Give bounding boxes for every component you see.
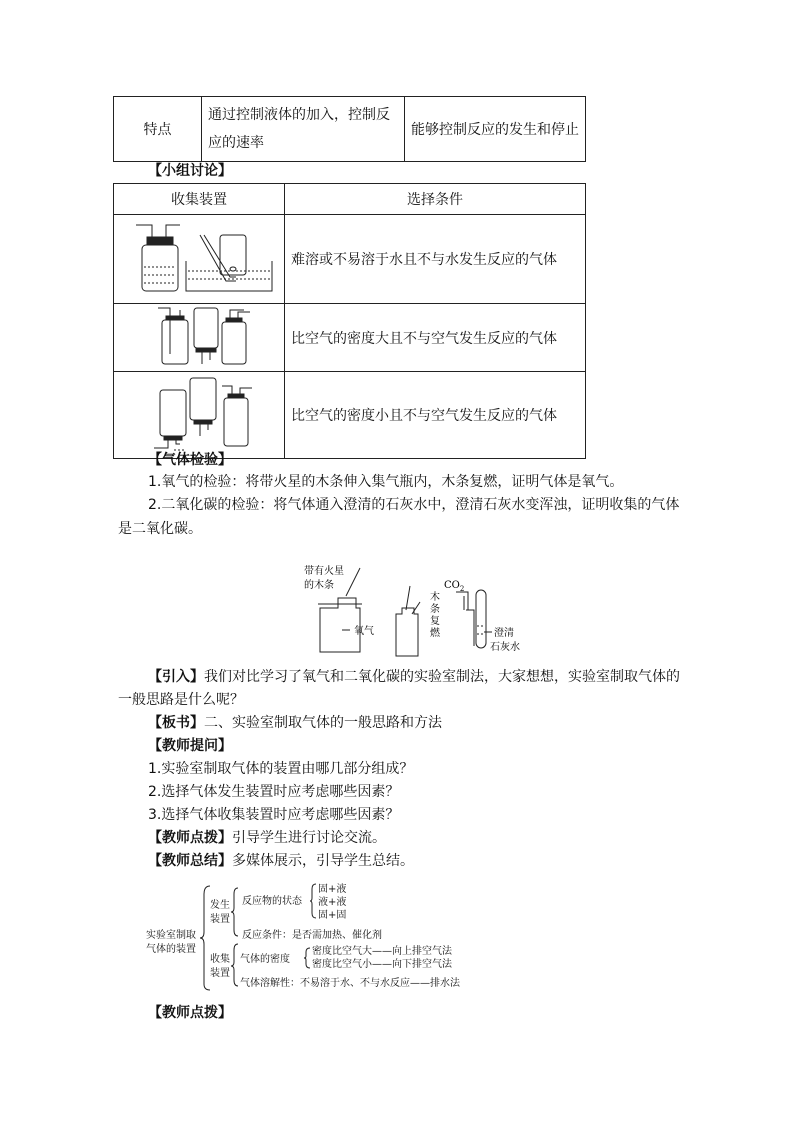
brace-collector — [231, 944, 238, 986]
generator-label-2: 装置 — [210, 914, 230, 925]
brace-generator — [231, 888, 238, 936]
water-displacement-icon — [114, 215, 282, 299]
header-collection — [114, 184, 285, 215]
density-label: 气体的密度 — [240, 954, 290, 965]
generator-label-1: 发生 — [210, 900, 230, 911]
downward-air-icon — [114, 372, 282, 454]
co2-label: $CO_2$ — [444, 580, 465, 593]
condition-cell-3 — [285, 372, 586, 459]
board-label: 【板书】 — [148, 715, 204, 731]
condition-label: 反应条件：是否需加热、催化剂 — [242, 930, 382, 941]
condition-cell-1 — [285, 215, 586, 304]
collector-label-1: 收集 — [210, 954, 230, 965]
teacher-question-heading: 【教师提问】 — [148, 738, 232, 754]
header-collection-text: 收集装置 — [171, 192, 227, 208]
revive-label-1: 木 — [430, 592, 440, 603]
feature-label-cell — [114, 97, 202, 162]
teacher-summary-text: 多媒体展示，引导学生总结。 — [232, 853, 414, 869]
teacher-summary-label: 【教师总结】 — [148, 853, 232, 869]
gas-test-item-2-line2: 是二氧化碳。 — [118, 521, 202, 537]
condition-text-1: 难溶或不易溶于水且不与水发生反应的气体 — [291, 252, 557, 268]
intro-line-1 — [148, 666, 680, 688]
brace-density — [304, 948, 310, 968]
root-label-1: 实验室制取 — [146, 930, 196, 941]
revive-label-3: 复 — [430, 616, 440, 627]
splint-line — [346, 568, 360, 596]
intro-text-1: 我们对比学习了氧气和二氧化碳的实验室制法，大家想想，实验室制取气体的 — [204, 669, 680, 685]
splint-label-2: 的木条 — [304, 580, 334, 591]
teacher-summary-line — [148, 850, 414, 872]
summary-tree — [140, 880, 490, 995]
root-label-2: 气体的装置 — [146, 944, 196, 955]
gas-test-figure — [298, 560, 528, 660]
brace-state — [310, 884, 316, 918]
header-condition — [285, 184, 586, 215]
oxygen-label: 氧气 — [354, 626, 374, 637]
collector-label-2: 装置 — [210, 968, 230, 979]
revive-label-4: 燃 — [430, 628, 440, 639]
condition-text-2: 比空气的密度大且不与空气发生反应的气体 — [291, 330, 557, 347]
feature-liquid-cell — [202, 97, 405, 162]
teacher-question-1: 1.实验室制取气体的装置由哪几部分组成？ — [148, 761, 414, 777]
board-text: 二、实验室制取气体的一般思路和方法 — [204, 715, 442, 731]
feature-table — [113, 96, 586, 162]
condition-text-3: 比空气的密度小且不与空气发生反应的气体 — [291, 408, 557, 424]
feature-control-text: 能够控制反应的发生和停止 — [411, 122, 579, 138]
limewater-label-1: 澄清 — [494, 628, 514, 639]
limewater-label-2: 石灰水 — [490, 642, 520, 653]
gas-test-item-1: 1.氧气的检验：将带火星的木条伸入集气瓶内，木条复燃，证明气体是氧气。 — [148, 474, 624, 490]
collection-table — [113, 183, 586, 459]
density-1: 密度比空气大——向上排空气法 — [312, 946, 452, 957]
feature-label: 特点 — [143, 122, 172, 138]
density-2: 密度比空气小——向下排空气法 — [312, 959, 452, 970]
upward-air-icon — [114, 304, 282, 367]
brace-root — [200, 886, 210, 990]
splint-label-1: 带有火星 — [304, 566, 344, 577]
solubility-label: 气体溶解性：不易溶于水、不与水反应——排水法 — [240, 978, 460, 989]
gas-test-item-2-line1: 2.二氧化碳的检验：将气体通入澄清的石灰水中，澄清石灰水变浑浊，证明收集的气体 — [148, 497, 680, 513]
board-line — [148, 712, 442, 734]
intro-line-2: 一般思路是什么呢？ — [118, 692, 244, 708]
state-3: 固+固 — [318, 910, 347, 921]
header-condition-text: 选择条件 — [407, 192, 463, 208]
gas-test-heading: 【气体检验】 — [148, 452, 232, 468]
feature-control-cell — [405, 97, 586, 162]
teacher-question-2: 2.选择气体发生装置时应考虑哪些因素？ — [148, 784, 400, 800]
teacher-question-3: 3.选择气体收集装置时应考虑哪些因素？ — [148, 807, 400, 823]
state-2: 液+液 — [318, 897, 347, 908]
reactant-state-label: 反应物的状态 — [242, 896, 302, 907]
water-displacement-apparatus — [114, 215, 285, 304]
feature-liquid-line2: 应的速率 — [208, 135, 264, 151]
teacher-guide-label: 【教师点拨】 — [148, 830, 232, 846]
teacher-guide-line — [148, 827, 386, 849]
discussion-heading: 【小组讨论】 — [148, 163, 232, 179]
intro-label: 【引入】 — [148, 669, 204, 685]
revive-label-2: 条 — [430, 604, 440, 615]
downward-air-apparatus — [114, 372, 285, 459]
final-heading: 【教师点拨】 — [148, 1005, 232, 1021]
state-1: 固+液 — [318, 884, 347, 895]
upward-air-apparatus — [114, 304, 285, 372]
feature-liquid-line1: 通过控制液体的加入，控制反 — [208, 107, 390, 123]
condition-cell-2 — [285, 304, 586, 372]
teacher-guide-text: 引导学生进行讨论交流。 — [232, 830, 386, 846]
